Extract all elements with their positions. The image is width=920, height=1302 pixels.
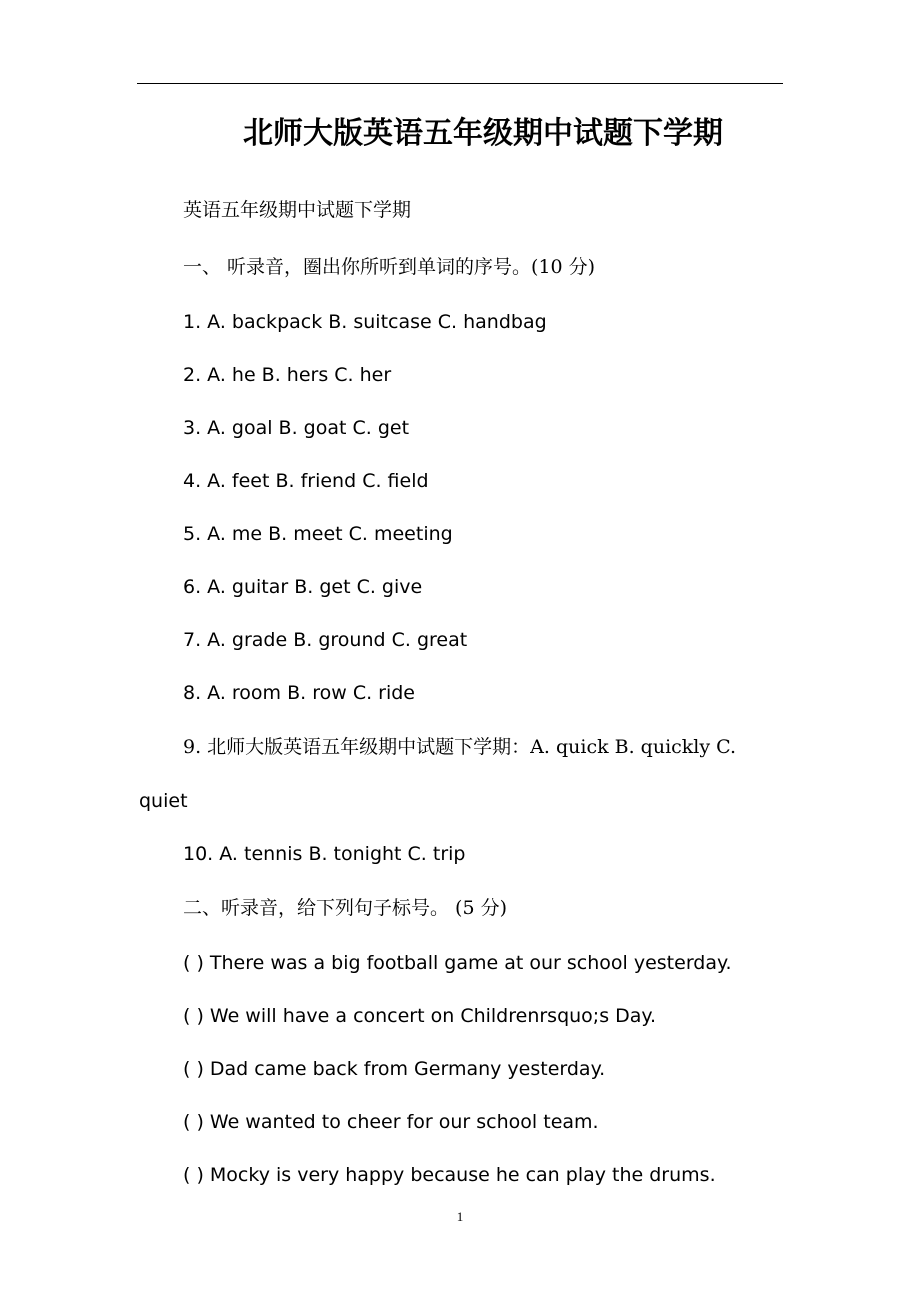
header-rule [137,83,783,84]
section1-item: 7. A. grade B. ground C. great [183,629,468,651]
page-number: 1 [456,1209,464,1224]
section1-item: 9. 北师大版英语五年级期中试题下学期：A. quick B. quickly C. [183,736,737,758]
section1-item: 5. A. me B. meet C. meeting [183,523,453,545]
section1-item: 3. A. goal B. goat C. get [183,417,410,439]
section2-item: ( ) Dad came back from Germany yesterday. [183,1058,606,1080]
section1-item: 6. A. guitar B. get C. give [183,576,423,598]
section2-item: ( ) We will have a concert on Childrenrsquo;s Day. [183,1005,656,1027]
section1-item: 1. A. backpack B. suitcase C. handbag [183,311,547,333]
section2-item: ( ) Mocky is very happy because he can play the drums. [183,1164,716,1186]
section1-item: 10. A. tennis B. tonight C. trip [183,843,466,865]
document-title: 北师大版英语五年级期中试题下学期 [243,116,723,151]
section1-heading: 一、 听录音，圈出你所听到单词的序号。(10 分) [183,256,596,278]
document-subtitle: 英语五年级期中试题下学期 [183,199,412,221]
section1-item: 4. A. feet B. friend C. field [183,470,429,492]
section1-item-continuation: quiet [139,790,188,812]
section2-item: ( ) There was a big football game at our school yesterday. [183,952,732,974]
section1-item: 8. A. room B. row C. ride [183,682,415,704]
section1-item: 2. A. he B. hers C. her [183,364,392,386]
section2-heading: 二、听录音，给下列句子标号。 (5 分) [183,897,507,919]
section2-item: ( ) We wanted to cheer for our school team. [183,1111,599,1133]
